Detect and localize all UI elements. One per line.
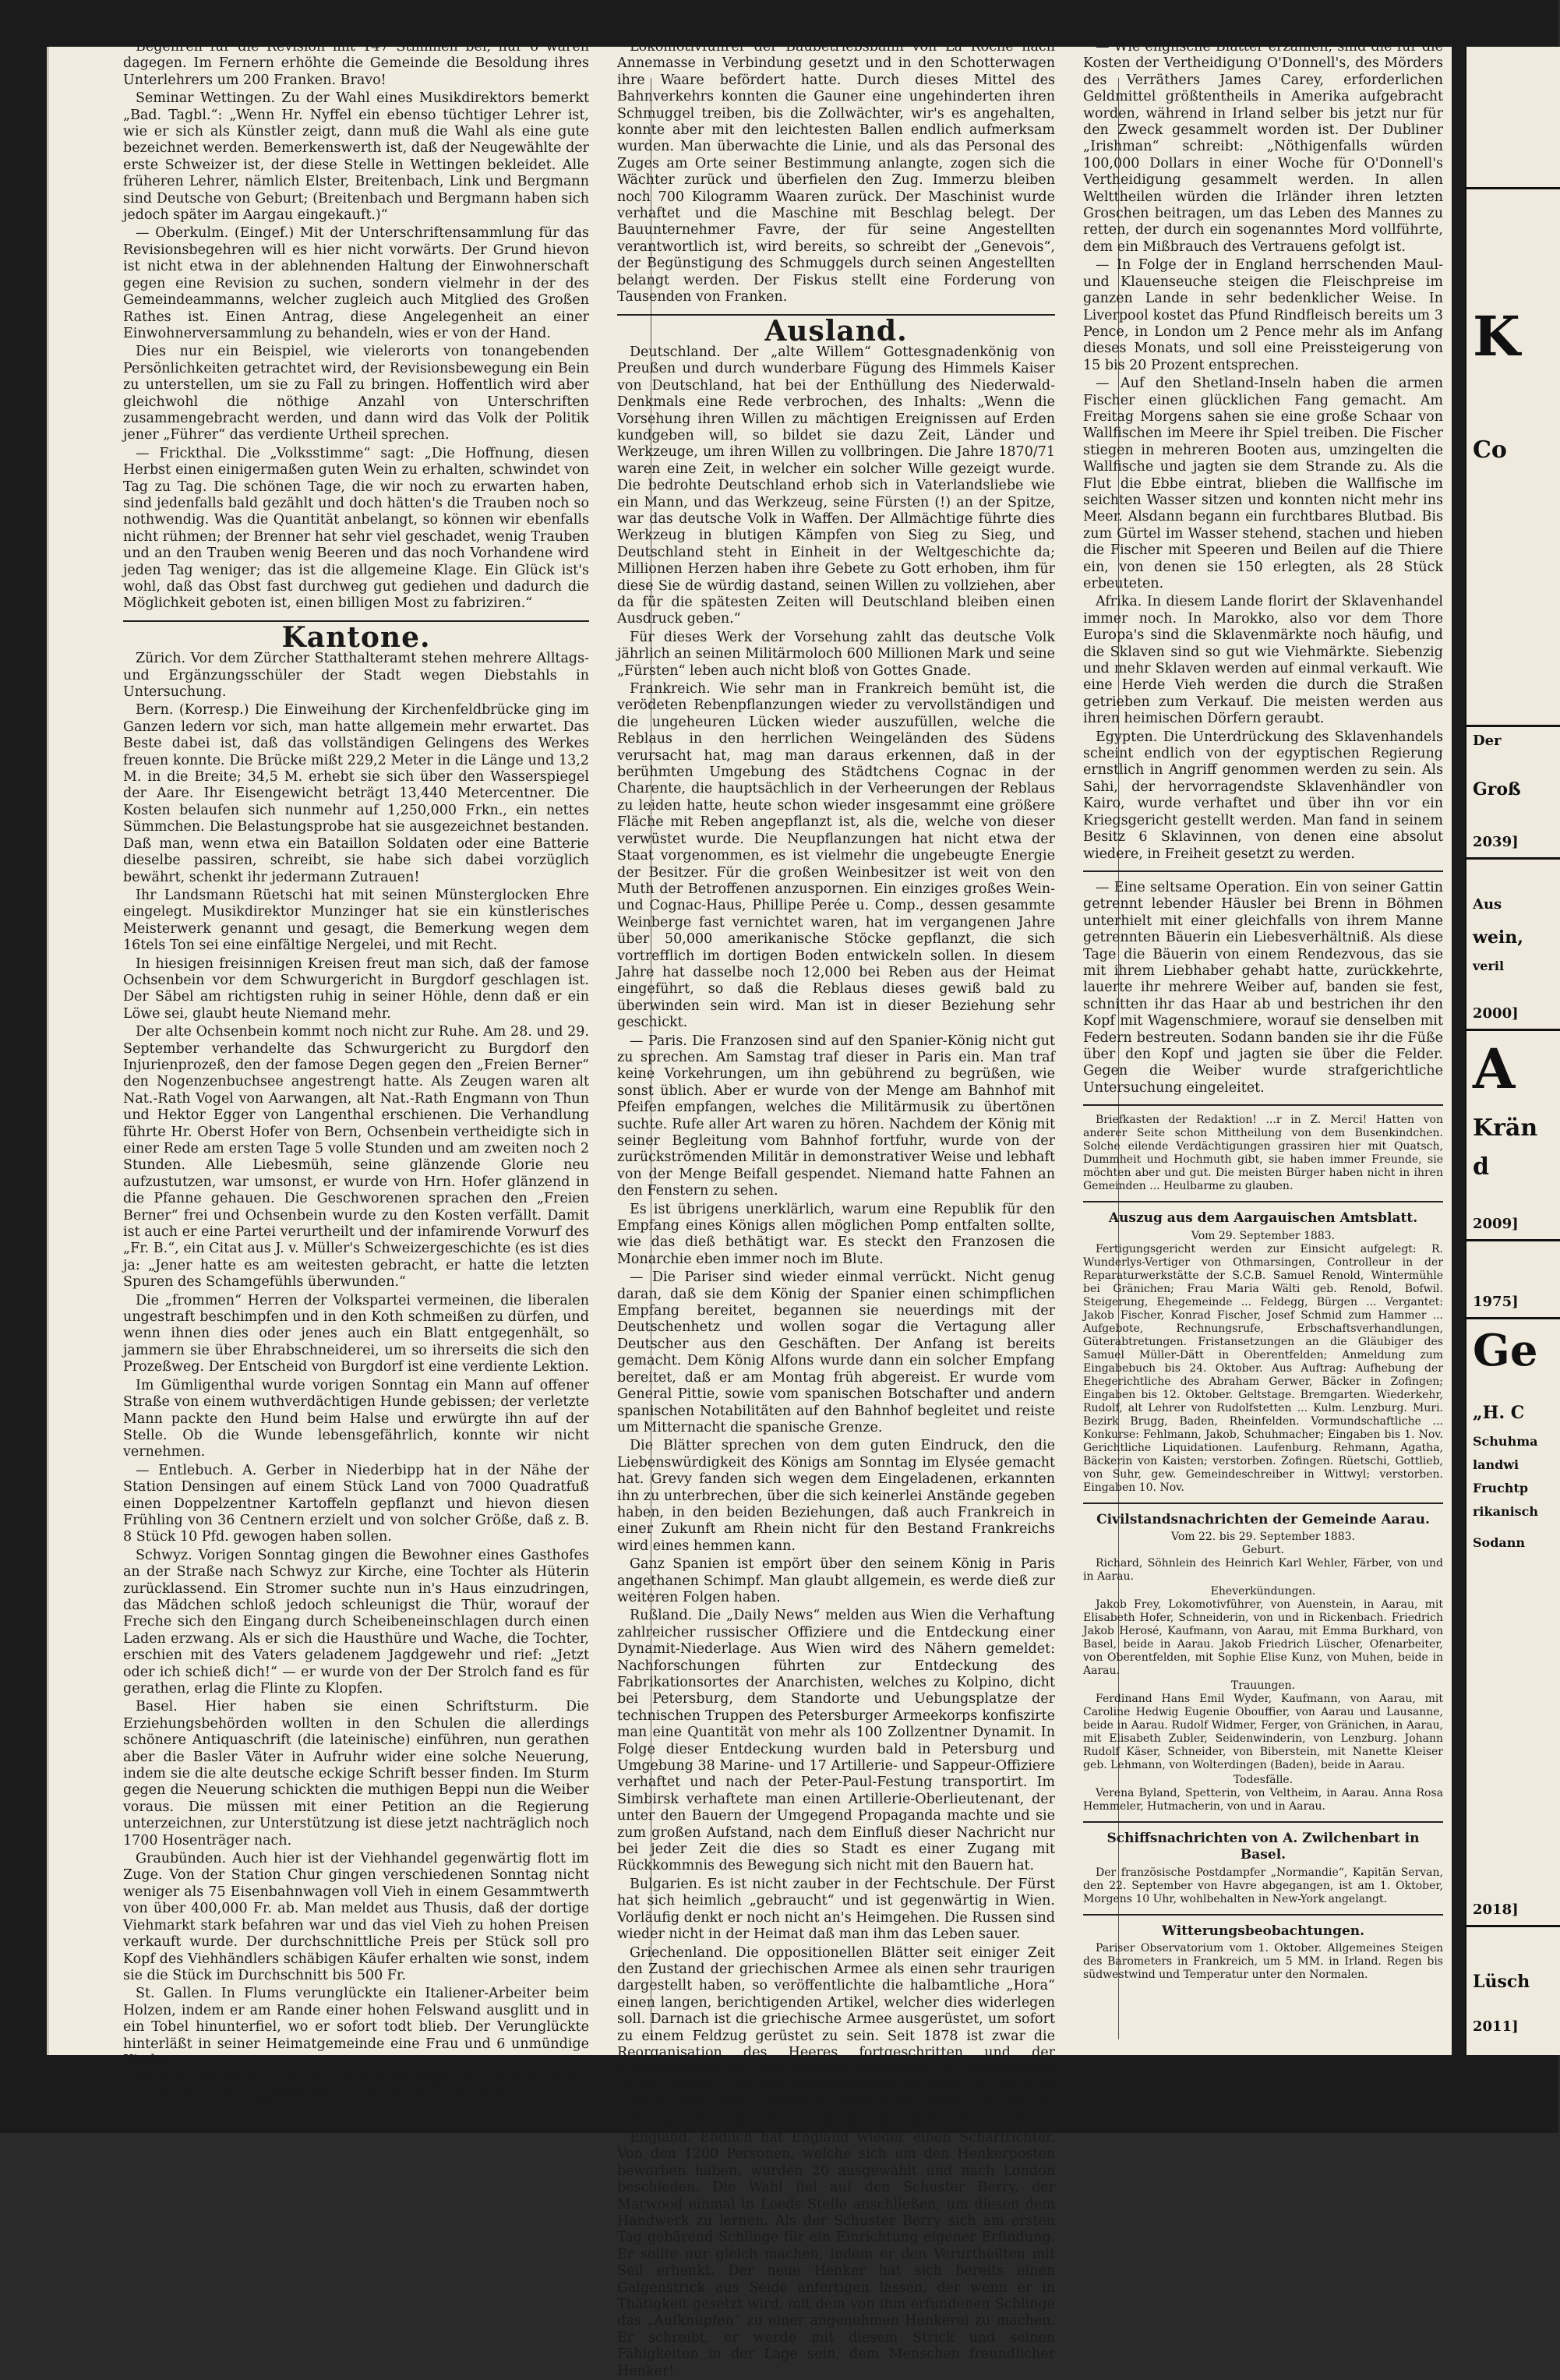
article-text: In hiesigen freisinnigen Kreisen freut man sich, daß der famose Ochsenbein vor dem Schwurgericht in Burgdorf geschlagen ist. Der Säbel am richtigsten ruhig in seiner Höhle, denn daß er ein Löwe sei, glaubt heute Niemand mehr. — [123, 955, 589, 1022]
wetter-title: Witterungsbeobachtungen. — [1161, 1923, 1365, 1939]
article-text: Ihr Landsmann Rüetschi hat mit seinen Münsterglocken Ehre eingelegt. Musikdirektor Munzinger hat sie ein künstlerisches Meisterwerk genannt und gesagt, die Bemerkung wegen dem 16tels Ton sei eine einfältige Nergelei, und mit Recht. — [123, 887, 589, 954]
divider — [1466, 725, 1560, 727]
wetter-text: Pariser Observatorium vom 1. Oktober. Allgemeines Steigen des Barometers in Frankreich, um 5 MM. in Irland. Regen bis südwestwind und Temperatur unter den Normalen. — [1083, 1942, 1443, 1982]
article-oberkulm: — Oberkulm. (Eingef.) Mit der Unterschriftensammlung für das Revisionsbegehren will es hier nicht vorwärts. Der Grund hievon ist nicht etwa in der ablehnenden Haltung der Einwohnerschaft gegen eine Revision zu suchen, sondern vielmehr in der des Gemeindeammanns, welcher zugleich auch Mitglied des Großen Rathes ist. Einen Antrag, diese Angelegenheit an einer Einwohnerversammlung zu behandeln, wies er von der Hand. — [123, 225, 589, 341]
article-text: — In Folge der in England herrschenden Maul- und Klauenseuche steigen die Fleischpreise im ganzen Lande in sehr bedenklicher Weise. In Liverpool kostet das Pfund Rindfleisch bereits um 3 Pence, in London um 2 Pence mehr als im Anfang dieses Monats, und soll eine Preissteigerung von 15 bis 20 Prozent entsprechen. — [1083, 257, 1443, 373]
ad-text: K — [1473, 304, 1520, 369]
article-basel: Basel. Hier haben sie einen Schriftsturm. Die Erziehungsbehörden wollten in den Schulen die allerdings schönere Antiquaschrift (die lateinische) einführen, nun gerathen aber die Basler Väter in Aufruhr wider eine solche Neuerung, indem sie die alte deutsche eckige Schrift besser finden. Im Sturm gegen die Neuerung schickten die muthigen Beppi nun die Weiber voraus. Die müssen mit einer Petition an die Regierung unterzeichnen, zur Unterstützung ist diese jetzt nachträglich noch 1700 Hosenträger nach. — [123, 1699, 589, 1849]
adjacent-page-strip — [1465, 47, 1560, 2055]
ad-text: Aus — [1473, 896, 1502, 913]
amtsblatt-title: Auszug aus dem Aargauischen Amtsblatt. — [1108, 1210, 1418, 1227]
ad-text: wein, — [1473, 927, 1523, 948]
divider — [1466, 857, 1560, 860]
ad-number: 2009] — [1473, 1216, 1519, 1232]
divider — [1466, 1925, 1560, 1927]
ehe-heading: Eheverkündungen. — [1210, 1585, 1316, 1598]
ad-text: landwi — [1473, 1457, 1519, 1472]
article-bern: Bern. (Korresp.) Die Einweihung der Kirchenfeldbrücke ging im Ganzen ledern vor sich, man hatte allgemein mehr erwartet. Das Beste dabei ist, daß das vollständigen Gelingens des Werkes freuen konnte. Die Brücke mißt 229,2 Meter in die Länge und 13,2 M. in die Breite; 34,5 M. erhebt sie sich über den Wasserspiegel der Aare. Ihr Eisengewicht beträgt 13,440 Metercentner. Die Kosten belaufen sich nunmehr auf 1,250,000 Frkn., ein nettes Sümmchen. Die Belastungsprobe hat sie ausgezeichnet bestanden. Daß man, wenn etwa ein Bataillon Soldaten oder eine Batterie dieselbe passiren, schreibt, sie habe sich dabei vorzüglich bewährt, schenkt ihr jedermann Zutrauen! — [123, 702, 589, 885]
article-operation: — Eine seltsame Operation. Ein von seiner Gattin getrennt lebender Häusler bei Brenn in Böhmen unterhielt mit einer gleichfalls von ihrem Manne getrennten Bäuerin ein Liebesverhältniß. Als diese Tage die Bäuerin von einem Rendezvous, das sie mit ihrem Liebhaber gehabt hatte, zurückkehrte, lauerte ihr mehrere Weiber auf, banden sie fest, schnitten ihr das Haar ab und bestrichen ihr den Kopf mit Wagenschmiere, worauf sie denselben mit Federn bestreuten. Sodann banden sie ihr die Füße über den Kopf und jagten sie über die Felder. Gegen die Weiber wurde strafgerichtliche Untersuchung eingeleitet. — [1083, 879, 1443, 1096]
article-st-gallen: St. Gallen. In Flums verunglückte ein Italiener-Arbeiter beim Holzen, indem er am Rande einer hohen Felswand ausglitt und in ein Tobel hinunterfiel, wo er sofort todt blieb. Der Verunglückte hinterläßt in seiner Heimatgemeinde eine Frau und 6 unmündige Kinder. — [123, 1986, 589, 2068]
divider — [1466, 1029, 1560, 1031]
amtsblatt-date: Vom 29. September 1883. — [1191, 1229, 1336, 1242]
article-schwyz: Schwyz. Vorigen Sonntag gingen die Bewohner eines Gasthofes an der Straße nach Schwyz zur Kirche, eine Tochter als Hüterin zurücklassend. Ein Stromer suchte nun in's Haus einzudringen, das Mädchen schloß jedoch schleunigst die Thür, worauf der Freche sich den Eingang durch Scheibeneinschlagen durch einen Laden erzwang. Als er sich die Hausthüre und Wache, die Tochter, erschien mit des Vaters geladenem Jagdgewehr und rief: „Jetzt oder ich schieß dich!“ — er wurde von der Der Strolch fand es für gerathen, erlag die Flinte zu Klopfen. — [123, 1547, 589, 1697]
divider — [1466, 1317, 1560, 1319]
divider — [1083, 1914, 1443, 1916]
article-text: — Entlebuch. A. Gerber in Niederbipp hat in der Nähe der Station Densingen auf einem Stück Land von 7000 Quadratfuß einen Doppelzentner Kartoffeln gepflanzt und hievon diesen Frühling von 36 Centnern erzielt und von solcher Größe, daß z. B. 8 Stück 10 Pfd. gewogen haben sollen. — [123, 1462, 589, 1545]
article-paris: — Paris. Die Franzosen sind auf den Spanier-König nicht gut zu sprechen. Am Samstag traf dieser in Paris ein. Man traf keine Vorkehrungen, um ihn gebührend zu begrüßen, wie sonst üblich. Aber er wurde von der Menge am Bahnhof mit Pfeifen empfangen, welches die Militärmusik zu übertönen suchte. Rufe aller Art waren zu hören. Nachdem der König mit seiner Begleitung vom Bahnhof fortfuhr, wurde von der zurückströmenden Militär in demonstrativer Weise und lebhaft von der Menge Beifall gespendet. Niemand hatte Fahnen an den Fenstern zu sehen. — [617, 1033, 1055, 1199]
article-frickthal: — Frickthal. Die „Volksstimme“ sagt: „Die Hoffnung, diesen Herbst einen einigermaßen guten Wein zu erhalten, schwindet von Tag zu Tag. Die schönen Tage, die wir noch zu erwarten haben, sind jedenfalls bald gezählt und doch hätten's die Trauben noch so nothwendig. Was die Quantität anbelangt, so können wir ebenfalls nicht rühmen; der Brenner hat sehr viel geschadet, wenig Trauben und an den Trauben wenig Beeren und das noch Vorhandene wird jeden Tag weniger; das ist die allgemeine Klage. Ein Glück ist's wohl, daß das Obst fast durchweg gut gediehen und dadurch die Möglichkeit geboten ist, einen billigen Most zu fabriziren.“ — [123, 445, 589, 612]
ad-number: 2000] — [1473, 1005, 1519, 1022]
column-middle — [617, 39, 1055, 2379]
divider — [1083, 1104, 1443, 1106]
tod-text: Verena Byland, Spetterin, von Veltheim, in Aarau. Anna Rosa Hemmeler, Hutmacherin, von und in Aarau. — [1083, 1787, 1443, 1813]
ad-text: Lüsch — [1473, 1972, 1530, 1992]
ehe-text: Jakob Frey, Lokomotivführer, von Auenstein, in Aarau, mit Elisabeth Hofer, Schneiderin, von und in Rickenbach. Friedrich Jakob Herosé, Kaufmann, von Aarau, mit Emma Burkhard, von Basel, beide in Aarau. Jakob Friedrich Lüscher, Ofenarbeiter, von Oberentfelden, mit Sophie Elise Kunz, von Muhen, beide in Aarau. — [1083, 1598, 1443, 1677]
ad-text: veril — [1473, 959, 1505, 973]
article-text: Ganz Spanien ist empört über den seinem König in Paris angethanen Schimpf. Man glaubt allgemein, es werde dieß zur weiteren Folgen haben. — [617, 1556, 1055, 1605]
divider — [1466, 1239, 1560, 1241]
civil-title: Civilstandsnachrichten der Gemeinde Aarau. — [1096, 1511, 1430, 1527]
ad-number: 2039] — [1473, 834, 1519, 850]
divider — [1083, 1201, 1443, 1202]
article-bulgarien: Bulgarien. Es ist nicht zauber in der Fechtschule. Der Fürst hat sich heimlich „gebraucht“ und ist gegenwärtig in Wien. Vorläufig denkt er noch nicht an's Heimgehen. Die Russen sind wieder nicht in der Heimat daß man ihm das Leben sauer. — [617, 1876, 1055, 1943]
ad-number: 1975] — [1473, 1294, 1519, 1310]
article-text: Die Blätter sprechen von dem guten Eindruck, den die Liebenswürdigkeit des Königs am Sonntag im Elysée gemacht hat. Grevy fanden sich wegen dem Eingeladenen, erkannten ihn zu unterbrechen, über die sich keinerlei Anstände gegeben haben, in den beiden Beziehungen, daß auch Frankreich in einer Zukunft am Rhein nicht für den Bestand Frankreichs wird eines hemmen kann. — [617, 1438, 1055, 1554]
trauung-text: Ferdinand Hans Emil Wyder, Kaufmann, von Aarau, mit Caroline Hedwig Eugenie Obouffier, von Aarau und Lausanne, beide in Aarau. Rudolf Widmer, Ferger, von Gränichen, in Aarau, mit Elisabeth Zubler, Seidenwinderin, von Lenzburg. Johann Rudolf Käser, Schneider, von Biberstein, mit Nanette Kleiser geb. Lehmann, von Wolterdingen (Baden), beide in Aarau. — [1083, 1693, 1443, 1771]
ad-number: 2011] — [1473, 2018, 1519, 2035]
article-text: — Wie englische Blätter erzählen, sind die für die Kosten der Vertheidigung O'Donnell's, des Mörders des Verräthers James Carey, erforderlichen Geldmittel größtentheils in Amerika aufgebracht worden, während in Irland selber bis jetzt nur für den Zweck gesammelt worden ist. Der Dubliner „Irishman“ schreibt: „Nöthigenfalls würden 100,000 Dollars in einer Woche für O'Donnell's Vertheidigung gesammelt werden. In allen Welttheilen würden die Irländer ihren letzten Groschen beitragen, um das Leben des Mannes zu retten, der durch ein sogenanntes Mord vollführte, dem ein Mißbrauch des Vertrauens gefolgt ist. — [1083, 39, 1443, 255]
article-russland: Rußland. Die „Daily News“ melden aus Wien die Verhaftung zahlreicher russischer Offiziere und die Entdeckung einer Dynamit-Niederlage. Aus Wien wird des Nähern gemeldet: Nachforschungen führten zur Entdeckung des Fabrikationsortes der Anarchisten, welches zu Kolpino, dicht bei Petersburg, dem Standorte und Uebungsplatze der technischen Truppen des Petersburger Armeekorps konfiszirte man eine Quantität von mehr als 100 Zollzentner Dynamit. In Folge dieser Entdeckung wurden bald in Petersburg und Umgebung 38 Marine- und 17 Artillerie- und Sappeur-Offiziere verhaftet und nach der Peter-Paul-Festung transportirt. Im Simbirsk verhaftete man einen Artillerie-Oberlieutenant, der unter den Bauern der Umgegend Propaganda machte und sie zum großen Aufstand, nach dem Einfluß dieser Nachricht nur bei jeder Zeit die dies so Stadt es einer Zugang mit Rückkommnis des Bewegung sich nicht mit den Bauern hat. — [617, 1608, 1055, 1874]
article-griechenland: Griechenland. Die oppositionellen Blätter seit einiger Zeit den Zustand der griechischen Armee als einen sehr traurigen dargestellt haben, so veröffentlichte die halbamtliche „Hora“ einen langen, berichtigenden Artikel, welcher dies widerlegen soll. Darnach ist die griechische Armee ausgerüstet, um sofort zu einem Feldzug gerüstet zu sein. Seit 1878 ist zwar die Reorganisation des Heeres fortgeschritten und der Kriegsmaterial gut und reichlich vorhanden, in Griechenland sei im Stande, 100,000 gut bewaffnete Soldaten in's Feld zu senden, inbegriffen selbstverständlich der Reserven, welche sich sogleich nach Ausbruch des Krieges einberufen werden. — [617, 1944, 1055, 2128]
article-text: — Die Pariser sind wieder einmal verrückt. Nicht genug daran, daß sie dem König der Spanier einen schimpflichen Empfang bereitet, begannen sie neuerdings mit der Deutschenhetz und wollen sogar die Vertagung aller Deutscher aus den Geschäften. Der Anfang ist bereits gemacht. Dem König Alfons wurde dann ein solcher Empfang bereitet, daß er am Montag früh abgereist. Er wurde vom General Pittie, sowie vom spanischen Botschafter und andern spanischen Notabilitäten auf den Bahnhof begleitet und reiste um Mitternacht die spanische Grenze. — [617, 1269, 1055, 1435]
article-england: England. Endlich hat England wieder einen Scharfrichter. Von den 1200 Personen, welche sich um den Henkerposten beworben haben, wurden 20 ausgewählt und nach London beschieden. Die Wahl fiel auf den Schuster Berry, der Marwood einmal in Leeds Stelle anschließen, um diesen dem Handwerk zu lernen. Als der Schuster Berry sich am ersten Tag gebärend Schlinge für ein Einrichtung eigener Erfindung. Er sollte nur gleich machen, indem er den Verurtheilten mit Seil erhenkt. Der neue Henker hat sich bereits einen Galgenstrick aus Seide anfertigen lassen, der wenn er in Thätigkeit gesetzt wird, mit dem von ihm erfundenen Schlinge das „Aufknüpfen“ zu einer angenehmen Henkerei zu machen. Er schreibt, er werde mit diesem Strick und seinen Fähigkeiten in der Lage sein, dem Menschen freundlicher Henker! — [617, 2129, 1055, 2379]
article-deutschland: Deutschland. Der „alte Willem“ Gottesgnadenkönig von Preußen und durch wunderbare Fügung des Himmels Kaiser von Deutschland, hat bei der Enthüllung des Niederwald-Denkmals eine Rede verbrochen, des Inhalts: „Wenn die Vorsehung ihren Willen zu mächtigen Ereignissen auf Erden kundgeben will, so bildet sie dazu Zeit, Länder und Werkzeuge, um ihren Willen zu vollbringen. Die Jahre 1870/71 waren eine Zeit, in welcher ein solcher Wille gezeigt wurde. Die bedrohte Deutschland erhob sich in Vaterlandsliebe wie ein Mann, und das Werkzeug, seine Fürsten (!) an der Spitze, war das deutsche Volk in Waffen. Der Allmächtige führte dies Werkzeug in blutigen Kämpfen von Sieg zu Sieg, und Deutschland steht in Einheit in der Weltgeschichte da; Millionen Herzen haben ihre Gebete zu Gott erhoben, ihm für diese Sie de würdig dastand, seinen Willen zu vollziehen, aber da für die spätesten Zeiten will Deutschland bleiben einen Ausdruck geben.“ — [617, 344, 1055, 627]
divider — [1083, 1503, 1443, 1504]
ad-text: Schuhma — [1473, 1434, 1538, 1449]
ad-text: rikanisch — [1473, 1504, 1539, 1519]
schiff-title: Schiffsnachrichten von A. Zwilchenbart in Basel. — [1106, 1831, 1420, 1863]
article-text: Dies nur ein Beispiel, wie vielerorts von tonangebenden Persönlichkeiten getrachtet wird, der Revisionsbewegung ein Bein zu unterstellen, um sie zu Fall zu bringen. Hoffentlich wird aber gleichwohl die nöthige Anzahl von Unterschriften zusammengebracht werden, und dann wird das Volk der Politik jener „Führer“ das verdiente Urtheil sprechen. — [123, 344, 589, 443]
trauung-heading: Trauungen. — [1230, 1679, 1296, 1692]
article-text: Der alte Ochsenbein kommt noch nicht zur Ruhe. Am 28. und 29. September verhandelte das Schwurgericht zu Burgdorf den Injurienprozeß, den der famose Degen gegen den „Freien Berner“ den Nogenzenbuchsee angestrengt hatte. Als Zeugen waren alt Nat.-Rath Vogel von Aarwangen, alt Nat.-Rath Engmann von Thun und Hektor Egger von Langenthal erschienen. Die Verhandlung führte Hr. Oberst Hofer von Bern, Ochsenbein vertheidigte sich in einer Rede am ersten Tage 5 volle Stunden und am zweiten noch 2 Stunden. Alle Liebesmüh, seine glänzende Glorie neu aufzustutzen, war umsonst, er wurde von Hrn. Hofer glänzend in die Pfanne gehauen. Die Geschworenen sprachen den „Freien Berner“ frei und Ochsenbein wurde zu den Kosten verfällt. Damit ist auch er eine Partei verurtheilt und der infamirende Vorwurf des „Fr. B.“, ein Citat aus J. v. Müller's Schweizergeschichte (es ist dies ja: „Jener hatte es am weitesten gebracht, er hatte die letzten Spuren des Schamgefühls überwunden.“ — [123, 1024, 589, 1291]
ad-text: Groß — [1473, 779, 1521, 800]
article-frankreich: Frankreich. Wie sehr man in Frankreich bemüht ist, die verödeten Rebenpflanzungen wieder zu vervollständigen und die ungeheuren Lücken wieder auszufüllen, welche die Reblaus in den herrlichen Weingeländen des Südens verursacht hat, mag man daraus erkennen, daß in der berühmten Umgebung des Städtchens Cognac in der Charente, die hauptsächlich in der Verheerungen der Reblaus zu leiden hatte, heute schon wieder insgesammt eine größere Fläche mit Reben angepflanzt ist, als die, welche von dieser verwüstet wurde. Die Neupflanzungen hat nicht etwa der Staat vorgenommen, es ist vielmehr die ungebeugte Energie der Besitzer. Für die großen Weinbesitzer ist weit von den Muth der Betroffenen anzuspornen. Ein einziges großes Wein- und Cognac-Haus, Phillipe Perée u. Comp., dessen gesammte Weinberge fast vernichtet waren, hat im vergangenen Jahre über 50,000 amerikanische Stöcke gepflanzt, die sich vortrefflich im dortigen Boden entwickeln sollen. In diesem Jahre hat dasselbe noch 12,000 bei Reben aus der Heimat eingeführt, so daß die Reblaus dieses gewiß bald zu überwinden sein wird. Man ist in dieser Beziehung sehr geschickt. — [617, 681, 1055, 1031]
letterbox: Briefkasten der Redaktion! ...r in Z. Merci! Hatten von anderer Seite schon Mittheilung von dem Busenkindchen. Solche eilende Verdächtigungen grassiren hier mit Quatsch, Dummheit und Hochmuth gibt, sie haben immer Freunde, sie möchten aber und gut. Die meisten Bürger haben nicht in ihren Gemeinden ... Heulbarme zu glauben. — [1083, 1114, 1443, 1193]
article-text: Lokomotivführer der Baubetriebsbahn von La Roche nach Annemasse in Verbindung gesetzt und in den Schotterwagen ihre Waare befördert hatte. Durch dieses Mittel des Bahnverkehrs konnten die Gauner eine ungehinderten ihren Schmuggel treiben, bis die Zollwächter, wir's es angehalten, konnte aber mit den leichtesten Ballen endlich aufmerksam wurden. Man überwachte die Linie, und als das Personal des Zuges am Orte seiner Bestimmung anlangte, zogen sich die Wächter zurück und überfielen den Zug. Immerzu bleiben noch 700 Kilogramm Waaren zurück. Der Maschinist wurde verhaftet und die Maschine mit Beschlag belegt. Der Bauunternehmer Favre, der für seine Angestellten verantwortlich ist, wird bereits, so schreibt der „Genevois“, der Begünstigung des Schmuggels durch seinen Angestellten belangt werden. Der Fiskus stellt eine Forderung von Tausenden von Franken. — [617, 39, 1055, 305]
section-heading-kantone: Kantone. — [281, 620, 431, 654]
ad-text: Der — [1473, 733, 1502, 749]
ad-text: A — [1473, 1036, 1516, 1101]
geburt-text: Richard, Söhnlein des Heinrich Karl Wehler, Färber, von und in Aarau. — [1083, 1557, 1443, 1583]
ad-text: Fruchtp — [1473, 1481, 1529, 1495]
article-text: Im Gümligenthal wurde vorigen Sonntag ein Mann auf offener Straße von einem wuthverdächtigen Hunde gebissen; der verletzte Mann packte den Hund beim Halse und erwürgte ihn auf der Stelle. Ob die Wunde lebensgefährlich, konnte wir nicht vernehmen. — [123, 1377, 589, 1460]
ad-text: Ge — [1473, 1325, 1538, 1376]
ad-text: Co — [1473, 436, 1507, 464]
article-egypten: Egypten. Die Unterdrückung des Sklavenhandels scheint endlich von der egyptischen Regierung ernstlich in Angriff genommen werden zu sein. Als Sahi, der hervorragendste Sklavenhändler von Kairo, wurde verhaftet und über ihn vor ein Kriegsgericht gestellt werden. Man fand in seinem Besitz 6 Sklavinnen, von denen eine absolut wiedere, in Freiheit gesetzt zu werden. — [1083, 729, 1443, 862]
article-zuerich: Zürich. Vor dem Zürcher Statthalteramt stehen mehrere Alltags- und Ergänzungsschüler der Stadt wegen Diebstahls in Untersuchung. — [123, 651, 589, 701]
ad-text: Krän — [1473, 1114, 1538, 1142]
article-genf: Genf. In der Nacht vom 13. auf den 14. September wurde an der Grenze eine Schmugglerbande entdeckt, die sich mit dem — [123, 2071, 589, 2103]
article-text: — Auf den Shetland-Inseln haben die armen Fischer einen glücklichen Fang gemacht. Am Freitag Morgens sahen sie eine große Schaar von Wallfischen im Meere ihr Spiel treiben. Die Fischer stiegen in mehreren Booten aus, umzingelten die Wallfische und jagten sie dem Strande zu. Als die Flut die Ebbe eintrat, blieben die Wallfische im seichten Wasser sitzen und konnten nicht mehr ins Meer. Alsdann begann ein furchtbares Blutbad. Bis zum Gürtel im Wasser stehend, stachen und hieben die Fischer mit Speeren und Beilen auf die Thiere ein, von denen sie 150 erlegten, als 28 Stück erbeuteten. — [1083, 376, 1443, 591]
article-text: Für dieses Werk der Vorsehung zahlt das deutsche Volk jährlich an seinen Militärmoloch 600 Millionen Mark und seine „Fürsten“ leben auch nicht bloß von Gottes Gnade. — [617, 629, 1055, 679]
ad-text: Sodann — [1473, 1535, 1526, 1550]
article-afrika: Afrika. In diesem Lande florirt der Sklavenhandel immer noch. In Marokko, also vor dem Thore Europa's sind die Sklavenmärkte noch häufig, und die Sklaven sind so gut wie Viehmärkte. Siebenzig und mehr Sklaven werden auf einmal verkauft. Wie eine Herde Vieh werden die durch die Straßen getrieben zum Verkauf. Die meisten werden aus ihren heimischen Dörfern geraubt. — [1083, 594, 1443, 727]
divider — [1083, 870, 1443, 872]
ad-text: d — [1473, 1153, 1489, 1181]
divider — [1083, 1821, 1443, 1823]
article-seminar: Seminar Wettingen. Zu der Wahl eines Musikdirektors bemerkt „Bad. Tagbl.“: „Wenn Hr. Nyffel ein ebenso tüchtiger Lehrer ist, wie er sich als Künstler zeigt, dann muß die Wahl als eine gute bezeichnet werden. Bemerkenswerth ist, daß der Neugewählte der erste Schweizer ist, der diese Stelle in Wettingen bekleidet. Alle früheren Lehrer, nämlich Elster, Breitenbach, Link und Bergmann sind Deutsche von Geburt; (Breitenbach und Bergmann haben sich jedoch später im Aargau eingekauft.)“ — [123, 90, 589, 224]
ad-text: „H. C — [1473, 1403, 1525, 1423]
section-heading-ausland: Ausland. — [764, 314, 908, 348]
schiff-text: Der französische Postdampfer „Normandie“, Kapitän Servan, den 22. September von Havre abgegangen, ist am 1. Oktober, Morgens 10 Uhr, wohlbehalten in New-York angelangt. — [1083, 1866, 1443, 1905]
divider — [1466, 187, 1560, 189]
article-graubuenden: Graubünden. Auch hier ist der Viehhandel gegenwärtig flott im Zuge. Von der Station Chur gingen verschiedenen Sonntag nicht weniger als 75 Eisenbahnwagen voll Vieh in einem Gesammtwerth von über 400,000 Fr. ab. Man meldet aus Thusis, daß der dortige Viehmarkt stark befahren war und das viel Vieh zu hohen Preisen verkauft wurde. Der durchschnittliche Preis per Stück soll pro Kopf des Viehhändlers schäbigen Käufer erhalten wie sonst, indem sie die Stück im Durchschnitt bis 500 Fr. — [123, 1851, 589, 1983]
geburt-heading: Geburt. — [1241, 1544, 1285, 1556]
article-text: Begehren für die Revision mit 147 Stimmen bei, nur 6 waren dagegen. Im Fernern erhöhte die Gemeinde die Besoldung ihres Unterlehrers um 200 Franken. Bravo! — [123, 39, 589, 88]
ad-number: 2018] — [1473, 1902, 1519, 1918]
article-text: Die „frommen“ Herren der Volkspartei vermeinen, die liberalen ungestraft beschimpfen und in den Koth schmeißen zu dürfen, und wenn ihnen dies oder jenes auch ein Blatt entgegenhält, so jammern sie über Ehrabschneiderei, um so ihrerseits die sich den Prozeßweg. Der Entscheid von Burgdorf ist eine verdiente Lektion. — [123, 1292, 589, 1375]
tod-heading: Todesfälle. — [1233, 1774, 1294, 1786]
column-left — [123, 39, 589, 2102]
article-text: Es ist übrigens unerklärlich, warum eine Republik für den Empfang eines Königs allen möglichen Pomp entfalten sollte, wie das dieß bethätigt war. Es steckt den Franzosen die Monarchie eben immer noch im Blute. — [617, 1201, 1055, 1267]
civil-date: Vom 22. bis 29. September 1883. — [1171, 1531, 1355, 1543]
column-right — [1083, 39, 1443, 2102]
amtsblatt-body: Fertigungsgericht werden zur Einsicht aufgelegt: R. Wunderlys-Vertiger von Othmarsingen, Controlleur in der Reparaturwerkstätte der S.C.B. Samuel Renold, Wintermühle bei Gränichen; Frau Maria Wälti geb. Renold, Bofwil. Steigerung, Ehegemeinde ... Feldegg, Bürgen ... Vergantet: Jakob Fischer, Konrad Fischer, Josef Schmid zum Hammer ... Aufgebote, Rechnungsrufe, Erbschaftsverhandlungen, Güterabtretungen. Fristansetzungen an die Gläubiger des Samuel Müller-Dätt in Oberentfelden; Anmeldung zum Eingabebuch bis 24. Oktober. Aus Auftrag: Aufhebung der Ehegerichtliche des Abraham Gerwer, Bäcker in Zofingen; Eingaben bis 12. Oktober. Geltstage. Bremgarten. Wiederkehr, Rudolf, alt Lehrer von Rudolfstetten ... Kulm. Lenzburg. Muri. Bezirk Brugg, Baden, Rheinfelden. Vormundschaftliche ... Konkurse: Fehlmann, Jakob, Schuhmacher; Eingaben bis 1. Nov. Gerichtliche Liquidationen. Laufenburg. Rehmann, Agatha, Bäckerin von Kaisten; verstorben. Zofingen. Rüetschi, Gottlieb, von Suhr, gew. Gemeindeschreiber in Wittwyl; verstorben. Eingaben 10. Nov. — [1083, 1242, 1443, 1494]
